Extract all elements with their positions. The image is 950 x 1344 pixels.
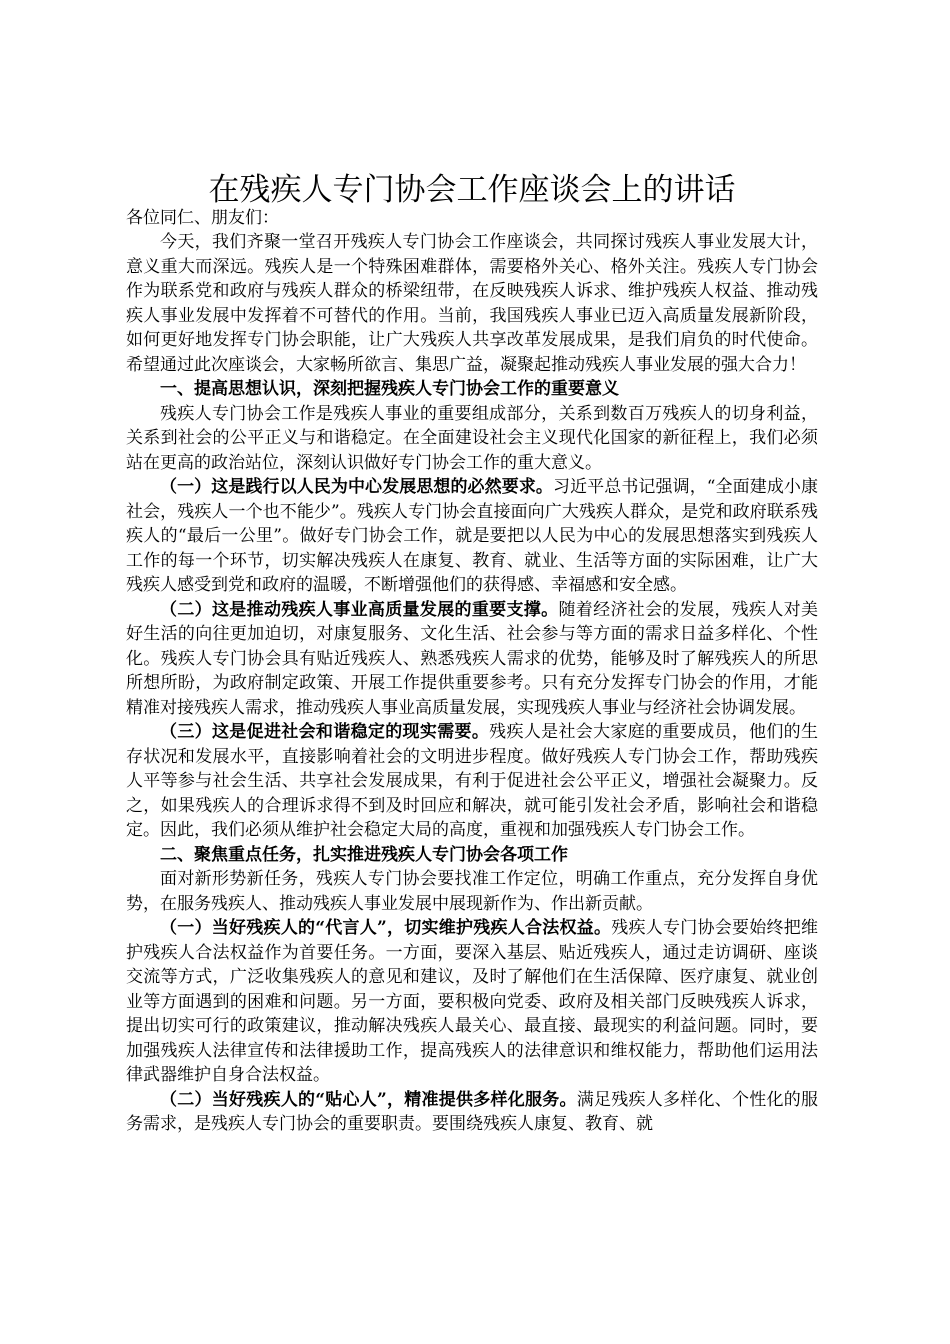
point-lead: （三）这是促进社会和谐稳定的现实需要。 [160, 722, 490, 742]
point-text: 残疾人是社会大家庭的重要成员，他们的生存状况和发展水平，直接影响着社会的文明进步程度。做好残疾人专门协会工作，帮助残疾人平等参与社会生活、共享社会发展成果，有利于促进社会公平正义，增强社会凝聚力。反之，如果残疾人的合理诉求得不到及时回应和解决，就可能引发社会矛盾，影响社会和谐稳定。因此，我们必须从维护社会稳定大局的高度，重视和加强残疾人专门协会工作。 [126, 722, 819, 840]
section-2-point-1 [126, 916, 818, 1088]
section-1-intro: 残疾人专门协会工作是残疾人事业的重要组成部分，关系到数百万残疾人的切身利益，关系到社会的公平正义与和谐稳定。在全面建设社会主义现代化国家的新征程上，我们必须站在更高的政治站位，深刻认识做好专门协会工作的重大意义。 [126, 403, 818, 473]
point-text: 满足残疾人多样化、个性化的服务需求，是残疾人专门协会的重要职责。要围绕残疾人康复、教育、就 [126, 1089, 818, 1134]
point-text: 随着经济社会的发展，残疾人对美好生活的向往更加迫切，对康复服务、文化生活、社会参与等方面的需求日益多样化、个性化。残疾人专门协会具有贴近残疾人、熟悉残疾人需求的优势，能够及时了解残疾人的所思所想所盼，为政府制定政策、开展工作提供重要参考。只有充分发挥专门协会的作用，才能精准对接残疾人需求，推动残疾人事业高质量发展，实现残疾人事业与经济社会协调发展。 [126, 599, 819, 718]
point-text: 习近平总书记强调，“全面建成小康社会，残疾人一个也不能少”。残疾人专门协会直接面向广大残疾人群众，是党和政府联系残疾人的“最后一公里”。做好专门协会工作，就是要把以人民为中心的发展思想落实到残疾人工作的每一个环节，切实解决残疾人在康复、教育、就业、生活等方面的实际困难，让广大残疾人感受到党和政府的温暖，不断增强他们的获得感、幸福感和安全感。 [126, 477, 818, 595]
section-2-intro: 面对新形势新任务，残疾人专门协会要找准工作定位，明确工作重点，充分发挥自身优势，在服务残疾人、推动残疾人事业发展中展现新作为、作出新贡献。 [126, 869, 818, 914]
salutation: 各位同仁、朋友们： [126, 208, 279, 228]
section-1-heading: 一、提高思想认识，深刻把握残疾人专门协会工作的重要意义 [160, 379, 619, 399]
section-1-point-1 [126, 475, 818, 598]
document-title: 在残疾人专门协会工作座谈会上的讲话 [208, 172, 736, 208]
point-lead: （一）这是践行以人民为中心发展思想的必然要求。 [160, 477, 553, 497]
point-text: 残疾人专门协会要始终把维护残疾人合法权益作为首要任务。一方面，要深入基层、贴近残疾人，通过走访调研、座谈交流等方式，广泛收集残疾人的意见和建议，及时了解他们在生活保障、医疗康复、就业创业等方面遇到的困难和问题。另一方面，要积极向党委、政府及相关部门反映残疾人诉求，提出切实可行的政策建议，推动解决残疾人最关心、最直接、最现实的利益问题。同时，要加强残疾人法律宣传和法律援助工作，提高残疾人的法律意识和维权能力，帮助他们运用法律武器维护自身合法权益。 [126, 918, 818, 1085]
point-lead: （一）当好残疾人的“代言人”，切实维护残疾人合法权益。 [160, 918, 612, 938]
section-1-point-2 [126, 598, 818, 721]
document-page [126, 170, 818, 1137]
section-1-point-3 [126, 720, 818, 843]
intro-paragraph: 今天，我们齐聚一堂召开残疾人专门协会工作座谈会，共同探讨残疾人事业发展大计，意义重大而深远。残疾人是一个特殊困难群体，需要格外关心、格外关注。残疾人专门协会作为联系党和政府与残疾人群众的桥梁纽带，在反映残疾人诉求、维护残疾人权益、推动残疾人事业发展中发挥着不可替代的作用。当前，我国残疾人事业已迈入高质量发展新阶段，如何更好地发挥专门协会职能，让广大残疾人共享改革发展成果，是我们肩负的时代使命。希望通过此次座谈会，大家畅所欲言、集思广益，凝聚起推动残疾人事业发展的强大合力！ [126, 232, 818, 375]
point-lead: （二）这是推动残疾人事业高质量发展的重要支撑。 [160, 599, 559, 620]
section-2-point-2 [126, 1088, 818, 1137]
section-2-heading: 二、聚焦重点任务，扎实推进残疾人专门协会各项工作 [160, 844, 568, 865]
point-lead: （二）当好残疾人的“贴心人”，精准提供多样化服务。 [160, 1089, 577, 1110]
